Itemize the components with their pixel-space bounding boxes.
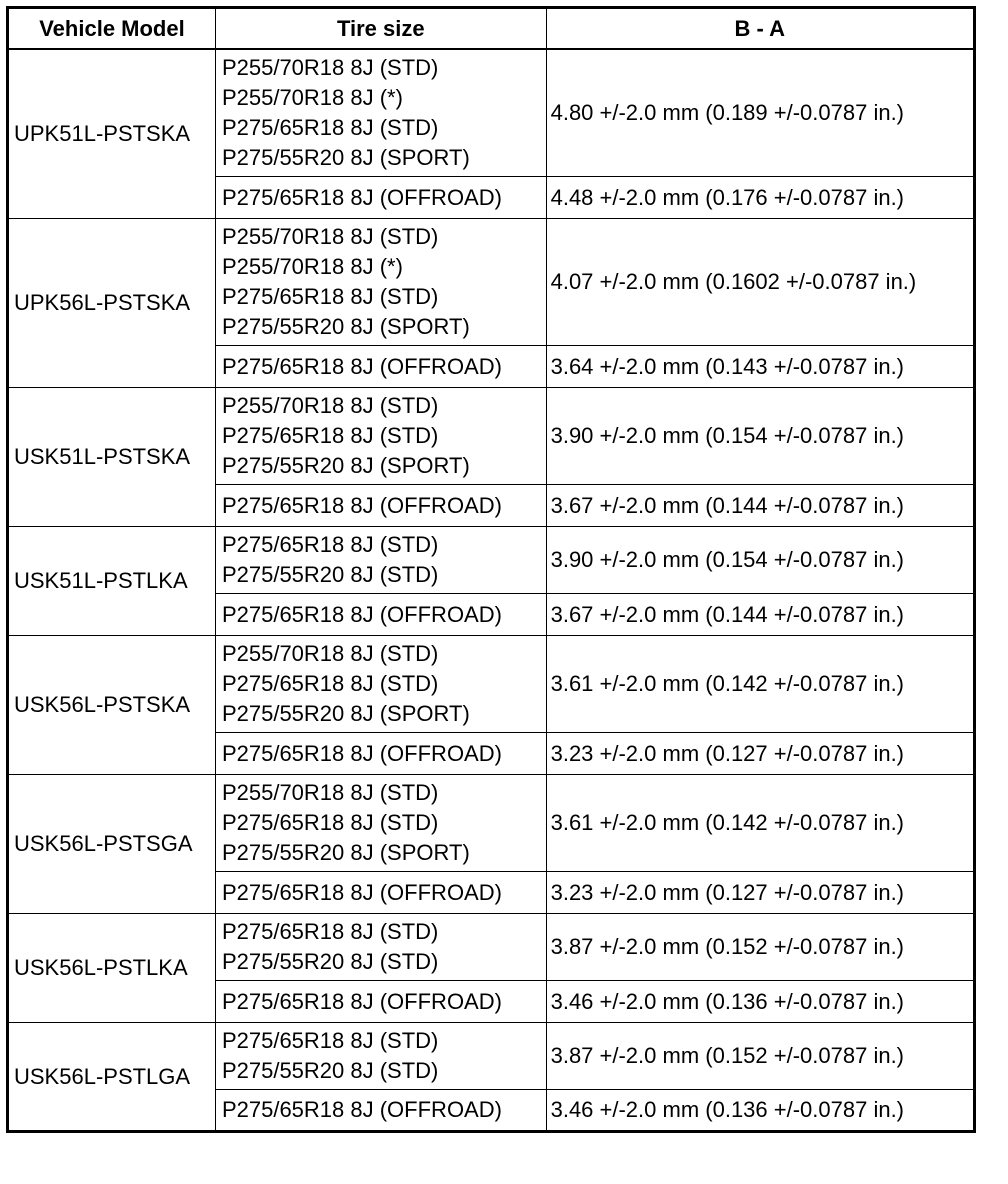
- tire-size-text: P275/65R18 8J (STD): [221, 284, 439, 309]
- tire-size-text: P255/70R18 8J (*): [221, 254, 403, 279]
- table-row: [8, 914, 975, 981]
- tire-size-cell: [215, 733, 546, 775]
- vehicle-model-cell: USK56L-PSTLKA: [8, 914, 216, 1023]
- tire-size-text: P255/70R18 8J (STD): [221, 55, 439, 80]
- table-row: [8, 775, 975, 872]
- vehicle-model-cell: UPK56L-PSTSKA: [8, 219, 216, 388]
- table-row: [8, 388, 975, 485]
- tire-spec-table: [6, 6, 976, 1133]
- b-minus-a-value-cell: 4.48 +/-2.0 mm (0.176 +/-0.0787 in.): [546, 177, 974, 219]
- tire-size-text: P275/55R20 8J (SPORT): [221, 314, 470, 339]
- b-minus-a-value-cell: 3.23 +/-2.0 mm (0.127 +/-0.0787 in.): [546, 733, 974, 775]
- vehicle-model-cell: USK51L-PSTLKA: [8, 527, 216, 636]
- b-minus-a-value-cell: 4.07 +/-2.0 mm (0.1602 +/-0.0787 in.): [546, 219, 974, 346]
- table-row: [8, 219, 975, 346]
- vehicle-model-cell: USK51L-PSTSKA: [8, 388, 216, 527]
- b-minus-a-value-cell: 3.67 +/-2.0 mm (0.144 +/-0.0787 in.): [546, 485, 974, 527]
- tire-size-text: P275/55R20 8J (SPORT): [221, 145, 470, 170]
- tire-size-text: P275/65R18 8J (STD): [221, 1028, 439, 1053]
- b-minus-a-value-cell: 3.87 +/-2.0 mm (0.152 +/-0.0787 in.): [546, 1023, 974, 1090]
- tire-size-text: P275/65R18 8J (STD): [221, 919, 439, 944]
- header-vehicle-model: Vehicle Model: [8, 8, 216, 50]
- tire-size-cell: [215, 219, 546, 346]
- tire-size-text: P255/70R18 8J (STD): [221, 393, 439, 418]
- tire-size-text: P275/65R18 8J (OFFROAD): [221, 1097, 502, 1122]
- tire-size-cell: [215, 388, 546, 485]
- tire-size-cell: [215, 594, 546, 636]
- tire-size-text: P275/65R18 8J (OFFROAD): [221, 353, 502, 379]
- tire-size-text: P275/65R18 8J (STD): [221, 810, 439, 835]
- tire-size-cell: [215, 177, 546, 219]
- vehicle-model-cell: USK56L-PSTSKA: [8, 636, 216, 775]
- tire-size-cell: [215, 485, 546, 527]
- tire-size-text: P275/65R18 8J (OFFROAD): [221, 879, 502, 905]
- tire-size-text: P275/65R18 8J (OFFROAD): [221, 988, 502, 1014]
- tire-size-cell: [215, 1023, 546, 1090]
- vehicle-model-cell: UPK51L-PSTSKA: [8, 49, 216, 219]
- tire-size-cell: [215, 914, 546, 981]
- b-minus-a-value-cell: 3.46 +/-2.0 mm (0.136 +/-0.0787 in.): [546, 1090, 974, 1132]
- table-row: [8, 1023, 975, 1090]
- tire-size-text: P275/55R20 8J (STD): [221, 949, 439, 974]
- tire-size-text: P275/65R18 8J (OFFROAD): [221, 184, 502, 210]
- tire-size-text: P275/65R18 8J (OFFROAD): [221, 492, 502, 518]
- b-minus-a-value-cell: 3.46 +/-2.0 mm (0.136 +/-0.0787 in.): [546, 981, 974, 1023]
- b-minus-a-value-cell: 3.64 +/-2.0 mm (0.143 +/-0.0787 in.): [546, 346, 974, 388]
- tire-size-text: P275/55R20 8J (SPORT): [221, 701, 470, 726]
- tire-size-text: P255/70R18 8J (*): [221, 85, 403, 110]
- tire-size-cell: [215, 636, 546, 733]
- header-tire-size: Tire size: [215, 8, 546, 50]
- tire-size-text: P275/55R20 8J (SPORT): [221, 453, 470, 478]
- tire-size-cell: [215, 775, 546, 872]
- b-minus-a-value-cell: 3.61 +/-2.0 mm (0.142 +/-0.0787 in.): [546, 636, 974, 733]
- vehicle-model-cell: USK56L-PSTLGA: [8, 1023, 216, 1132]
- tire-size-cell: [215, 872, 546, 914]
- vehicle-model-cell: USK56L-PSTSGA: [8, 775, 216, 914]
- tire-size-text: P255/70R18 8J (STD): [221, 641, 439, 666]
- table-row: [8, 527, 975, 594]
- table-row: [8, 49, 975, 177]
- tire-size-cell: [215, 346, 546, 388]
- tire-size-text: P275/55R20 8J (STD): [221, 1058, 439, 1083]
- tire-size-text: P255/70R18 8J (STD): [221, 780, 439, 805]
- tire-size-cell: [215, 527, 546, 594]
- tire-size-text: P275/65R18 8J (OFFROAD): [221, 740, 502, 766]
- b-minus-a-value-cell: 3.90 +/-2.0 mm (0.154 +/-0.0787 in.): [546, 388, 974, 485]
- b-minus-a-value-cell: 3.61 +/-2.0 mm (0.142 +/-0.0787 in.): [546, 775, 974, 872]
- b-minus-a-value-cell: 4.80 +/-2.0 mm (0.189 +/-0.0787 in.): [546, 49, 974, 177]
- tire-size-text: P255/70R18 8J (STD): [221, 224, 439, 249]
- table-body: [8, 49, 975, 1132]
- table-row: [8, 636, 975, 733]
- tire-size-text: P275/55R20 8J (SPORT): [221, 840, 470, 865]
- b-minus-a-value-cell: 3.23 +/-2.0 mm (0.127 +/-0.0787 in.): [546, 872, 974, 914]
- tire-size-cell: [215, 981, 546, 1023]
- table-header-row: [8, 8, 975, 50]
- tire-size-text: P275/65R18 8J (STD): [221, 671, 439, 696]
- tire-size-text: P275/65R18 8J (STD): [221, 532, 439, 557]
- tire-size-text: P275/65R18 8J (OFFROAD): [221, 601, 502, 627]
- b-minus-a-value-cell: 3.90 +/-2.0 mm (0.154 +/-0.0787 in.): [546, 527, 974, 594]
- b-minus-a-value-cell: 3.87 +/-2.0 mm (0.152 +/-0.0787 in.): [546, 914, 974, 981]
- b-minus-a-value-cell: 3.67 +/-2.0 mm (0.144 +/-0.0787 in.): [546, 594, 974, 636]
- tire-size-cell: [215, 49, 546, 177]
- tire-size-text: P275/55R20 8J (STD): [221, 562, 439, 587]
- tire-size-text: P275/65R18 8J (STD): [221, 423, 439, 448]
- header-b-minus-a: B - A: [546, 8, 974, 50]
- tire-size-cell: [215, 1090, 546, 1132]
- tire-size-text: P275/65R18 8J (STD): [221, 115, 439, 140]
